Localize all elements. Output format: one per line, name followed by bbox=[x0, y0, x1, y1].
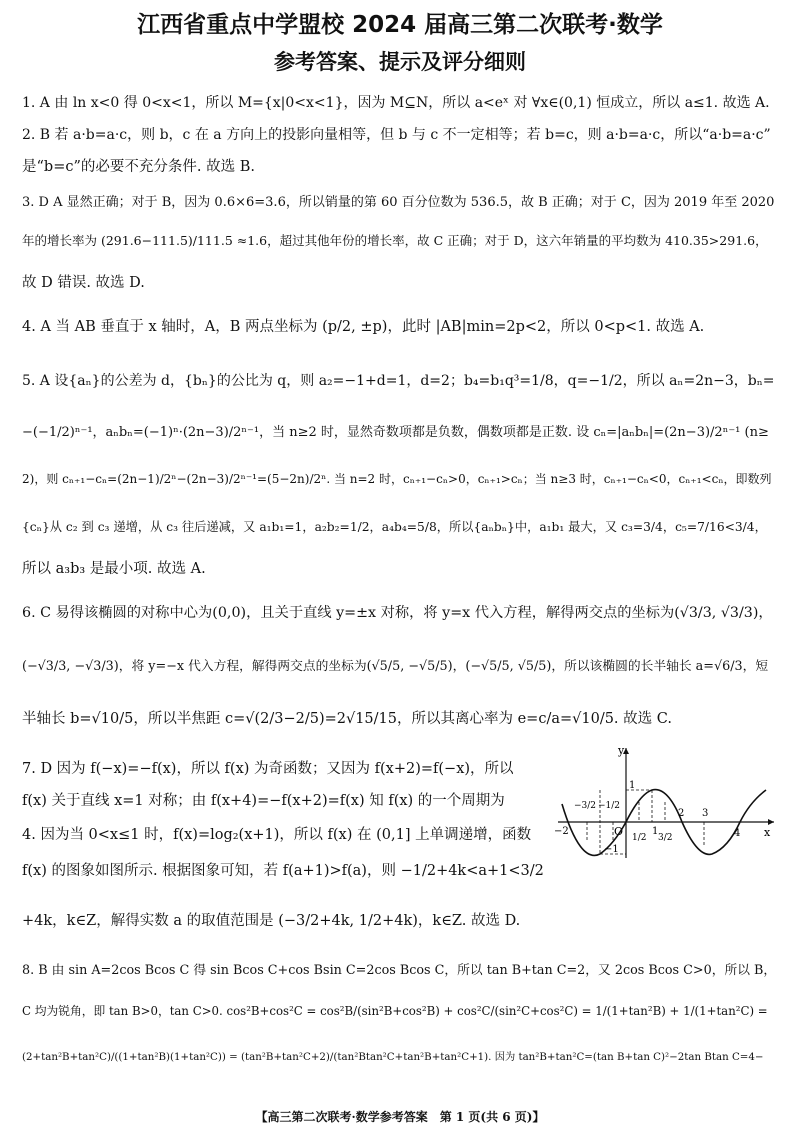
answer-line: 4. 因为当 0<x≤1 时，f(x)=log₂(x+1)，所以 f(x) 在 (0,1] 上单调递增，函数 bbox=[22, 827, 532, 843]
page-footer: 【高三第二次联考·数学参考答案 第 1 页(共 6 页)】 bbox=[255, 1110, 545, 1124]
tick-label: −1/2 bbox=[598, 801, 621, 811]
page-subtitle: 参考答案、提示及评分细则 bbox=[274, 50, 526, 74]
answer-line: +4k，k∈Z，解得实数 a 的取值范围是 (−3/2+4k, 1/2+4k)，k∈Z. 故选 D. bbox=[22, 913, 521, 929]
tick-label: 2 bbox=[678, 808, 685, 819]
answer-line: 是“b=c”的必要不充分条件. 故选 B. bbox=[22, 159, 255, 175]
tick-label: −2 bbox=[554, 826, 569, 837]
answer-line: 8. B 由 sin A=2cos Bcos C 得 sin Bcos C+cos Bsin C=2cos Bcos C，所以 tan B+tan C=2，又 2cos Bcos C>0，所以 B， bbox=[22, 963, 777, 978]
answer-line: 半轴长 b=√10/5，所以半焦距 c=√(2/3−2/5)=2√15/15，所以其离心率为 e=c/a=√10/5. 故选 C. bbox=[22, 711, 672, 727]
answer-line: −(−1/2)ⁿ⁻¹，aₙbₙ=(−1)ⁿ·(2n−3)/2ⁿ⁻¹，当 n≥2 时，显然奇数项都是负数，偶数项都是正数. 设 cₙ=|aₙbₙ|=(2n−3)/2ⁿ⁻¹ (n≥ bbox=[22, 425, 769, 440]
answer-line: 2)，则 cₙ₊₁−cₙ=(2n−1)/2ⁿ−(2n−3)/2ⁿ⁻¹=(5−2n)/2ⁿ. 当 n=2 时，cₙ₊₁−cₙ>0，cₙ₊₁>cₙ；当 n≥3 时，cₙ₊₁−cₙ<0，cₙ₊₁<cₙ，即数列 bbox=[22, 472, 772, 486]
answer-line: C 均为锐角，即 tan B>0，tan C>0. cos²B+cos²C = cos²B/(sin²B+cos²B) + cos²C/(sin²C+cos²C) = 1/(1+tan²B) + 1/(1+tan²C) = bbox=[22, 1004, 768, 1018]
answer-line: f(x) 关于直线 x=1 对称；由 f(x+4)=−f(x+2)=f(x) 知 f(x) 的一个周期为 bbox=[22, 793, 505, 809]
answer-line: 所以 a₃b₃ 是最小项. 故选 A. bbox=[22, 561, 206, 577]
tick-label: 1 bbox=[652, 826, 659, 837]
answer-line: 5. A 设{aₙ}的公差为 d，{bₙ}的公比为 q，则 a₂=−1+d=1，d=2；b₄=b₁q³=1/8，q=−1/2，所以 aₙ=2n−3，bₙ= bbox=[22, 373, 775, 389]
page-title: 江西省重点中学盟校 2024 届高三第二次联考·数学 bbox=[137, 12, 663, 38]
tick-label: 3 bbox=[702, 808, 709, 819]
tick-label: 1/2 bbox=[632, 833, 647, 843]
answer-line: 4. A 当 AB 垂直于 x 轴时，A，B 两点坐标为 (p/2, ±p)，此时 |AB|min=2p<2，所以 0<p<1. 故选 A. bbox=[22, 319, 705, 335]
axis-y-label: y bbox=[618, 744, 625, 757]
origin-label: O bbox=[614, 825, 624, 838]
answer-line: 6. C 易得该椭圆的对称中心为(0,0)，且关于直线 y=±x 对称，将 y=x 代入方程，解得两交点的坐标为(√3/3, √3/3)， bbox=[22, 605, 773, 621]
answer-line: 7. D 因为 f(−x)=−f(x)，所以 f(x) 为奇函数；又因为 f(x+2)=f(−x)，所以 bbox=[22, 761, 514, 777]
tick-label: 3/2 bbox=[658, 833, 673, 843]
answer-line: 3. D A 显然正确；对于 B，因为 0.6×6=3.6，所以销量的第 60 百分位数为 536.5，故 B 正确；对于 C，因为 2019 年至 2020 bbox=[22, 195, 775, 210]
answer-line: (2+tan²B+tan²C)/((1+tan²B)(1+tan²C)) = (tan²B+tan²C+2)/(tan²Btan²C+tan²B+tan²C+1). 因为 tan²B+tan²C=(tan B+tan C)²−2tan Btan C=4− bbox=[22, 1051, 764, 1063]
tick-label: 1 bbox=[629, 780, 636, 791]
tick-label: 4 bbox=[734, 828, 741, 839]
answer-line: 故 D 错误. 故选 D. bbox=[22, 275, 145, 291]
answer-line: (−√3/3, −√3/3)，将 y=−x 代入方程，解得两交点的坐标为(√5/5, −√5/5)，(−√5/5, √5/5)，所以该椭圆的长半轴长 a=√6/3，短 bbox=[22, 659, 769, 674]
axis-x-label: x bbox=[764, 826, 771, 839]
answer-line: {cₙ}从 c₂ 到 c₃ 递增，从 c₃ 往后递减，又 a₁b₁=1，a₂b₂=1/2，a₄b₄=5/8，所以{aₙbₙ}中，a₁b₁ 最大，又 c₃=3/4，c₅=7/16<3/4， bbox=[22, 520, 767, 534]
function-graph-figure bbox=[552, 744, 780, 864]
answer-line: 1. A 由 ln x<0 得 0<x<1，所以 M={x|0<x<1}，因为 M⊆N，所以 a<eˣ 对 ∀x∈(0,1) 恒成立，所以 a≤1. 故选 A. bbox=[22, 95, 770, 111]
tick-label: −3/2 bbox=[574, 801, 597, 811]
tick-label: −1 bbox=[604, 844, 619, 855]
answer-line: f(x) 的图象如图所示. 根据图象可知，若 f(a+1)>f(a)，则 −1/2+4k<a+1<3/2 bbox=[22, 863, 544, 879]
answer-line: 2. B 若 a·b=a·c，则 b，c 在 a 方向上的投影向量相等，但 b 与 c 不一定相等；若 b=c，则 a·b=a·c，所以“a·b=a·c” bbox=[22, 127, 771, 143]
answer-line: 年的增长率为 (291.6−111.5)/111.5 ≈1.6，超过其他年份的增长率，故 C 正确；对于 D，这六年销量的平均数为 410.35>291.6， bbox=[22, 233, 768, 248]
